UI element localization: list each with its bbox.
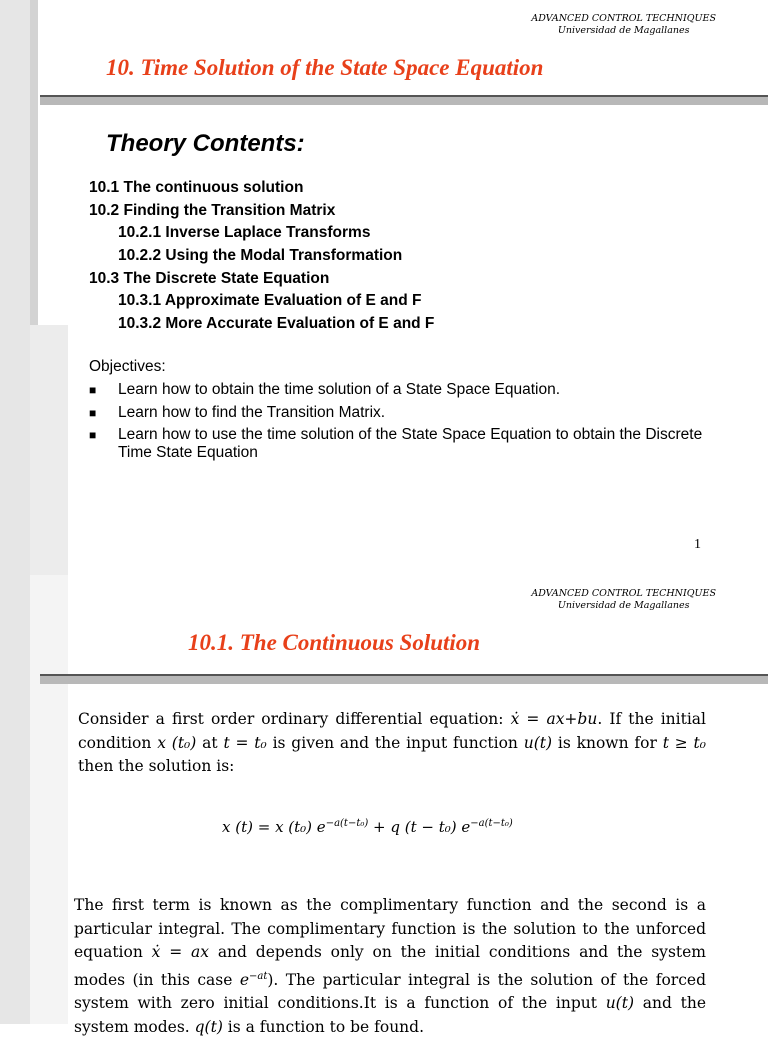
equation-exponent: −a(t−t₀) bbox=[470, 818, 513, 829]
text-run: ). The particular integral is the solution of the forced system with zero initial conditions.It is a function of the input bbox=[74, 970, 706, 1013]
objective-text: Learn how to obtain the time solution of a State Space Equation. bbox=[118, 381, 561, 398]
course-header bbox=[531, 13, 716, 37]
math-inline: ẋ = ax bbox=[151, 943, 209, 961]
math-inline: u(t) bbox=[605, 994, 635, 1013]
slide-title: 10.1. The Continuous Solution bbox=[188, 630, 481, 655]
math-inline: q(t) bbox=[194, 1017, 223, 1036]
toc-item: 10.2.2 Using the Modal Transformation bbox=[118, 247, 403, 265]
text-run: and depends only on the initial conditions and the system modes (in this case bbox=[74, 943, 706, 989]
objectives-list bbox=[89, 381, 739, 467]
square-bullet-icon: ■ bbox=[89, 383, 97, 397]
objective-text: Learn how to find the Transition Matrix. bbox=[118, 403, 386, 421]
text-run: . If the initial condition bbox=[78, 710, 706, 752]
side-band-outer bbox=[0, 0, 30, 575]
math-inline: e bbox=[239, 970, 249, 989]
header-university: Universidad de Magallanes bbox=[557, 25, 690, 36]
math-inline: u(t) bbox=[523, 733, 553, 752]
objective-text: Learn how to use the time solution of the State Space Equation to obtain the Discrete Time State Equation bbox=[118, 426, 703, 461]
math-inline: t ≥ t₀ bbox=[662, 733, 706, 752]
toc-item: 10.1 The continuous solution bbox=[89, 179, 304, 196]
text-run: then the solution is: bbox=[78, 757, 235, 775]
math-inline: t = t₀ bbox=[223, 733, 267, 752]
solution-equation bbox=[222, 818, 513, 836]
toc-item: 10.2.1 Inverse Laplace Transforms bbox=[118, 224, 371, 242]
side-band-lower bbox=[30, 575, 68, 1024]
text-run: is given and the input function bbox=[266, 733, 524, 752]
equation-exponent: −a(t−t₀) bbox=[325, 818, 369, 829]
header-university: Universidad de Magallanes bbox=[557, 600, 690, 611]
slide-title: 10. Time Solution of the State Space Equation bbox=[106, 55, 544, 80]
side-band-lower bbox=[30, 325, 68, 575]
toc-item: 10.3 The Discrete State Equation bbox=[89, 269, 330, 287]
list-item bbox=[89, 426, 739, 462]
intro-paragraph bbox=[78, 708, 706, 779]
list-item bbox=[89, 404, 739, 422]
math-exponent: −at bbox=[249, 970, 268, 982]
equation-part: x (t) = x (t₀) e bbox=[222, 818, 326, 836]
equation-part: + q (t − t₀) e bbox=[368, 818, 471, 836]
math-inline: ẋ = ax+bu bbox=[510, 710, 598, 728]
toc-item: 10.3.1 Approximate Evaluation of E and F bbox=[118, 292, 422, 310]
square-bullet-icon: ■ bbox=[89, 428, 97, 442]
side-band-outer bbox=[0, 575, 30, 1024]
theory-contents-heading: Theory Contents: bbox=[106, 130, 305, 157]
text-run: Consider a first order ordinary differential equation: bbox=[78, 710, 511, 728]
table-of-contents bbox=[89, 177, 434, 336]
title-divider-shadow bbox=[40, 676, 768, 684]
text-run: and the system modes. bbox=[74, 994, 706, 1036]
text-run: The first term is known as the complimentary function and the second is a particular integral. The complimentary function is the solution to the unforced equation bbox=[74, 896, 706, 961]
text-run: at bbox=[196, 733, 224, 752]
header-course-name: ADVANCED CONTROL TECHNIQUES bbox=[531, 13, 716, 24]
slide-2 bbox=[0, 575, 768, 1036]
math-inline: x (t₀) bbox=[157, 733, 197, 752]
course-header bbox=[531, 588, 716, 612]
objectives-label: Objectives: bbox=[89, 358, 166, 375]
explanation-paragraph bbox=[74, 894, 706, 1039]
list-item bbox=[89, 381, 739, 399]
toc-item: 10.2 Finding the Transition Matrix bbox=[89, 201, 336, 219]
text-run: is a function to be found. bbox=[222, 1017, 425, 1036]
header-course-name: ADVANCED CONTROL TECHNIQUES bbox=[531, 588, 716, 599]
text-run: is known for bbox=[552, 733, 663, 752]
title-divider-shadow bbox=[40, 97, 768, 105]
square-bullet-icon: ■ bbox=[89, 405, 97, 420]
toc-item: 10.3.2 More Accurate Evaluation of E and F bbox=[118, 315, 435, 333]
page-number: 1 bbox=[694, 537, 701, 552]
